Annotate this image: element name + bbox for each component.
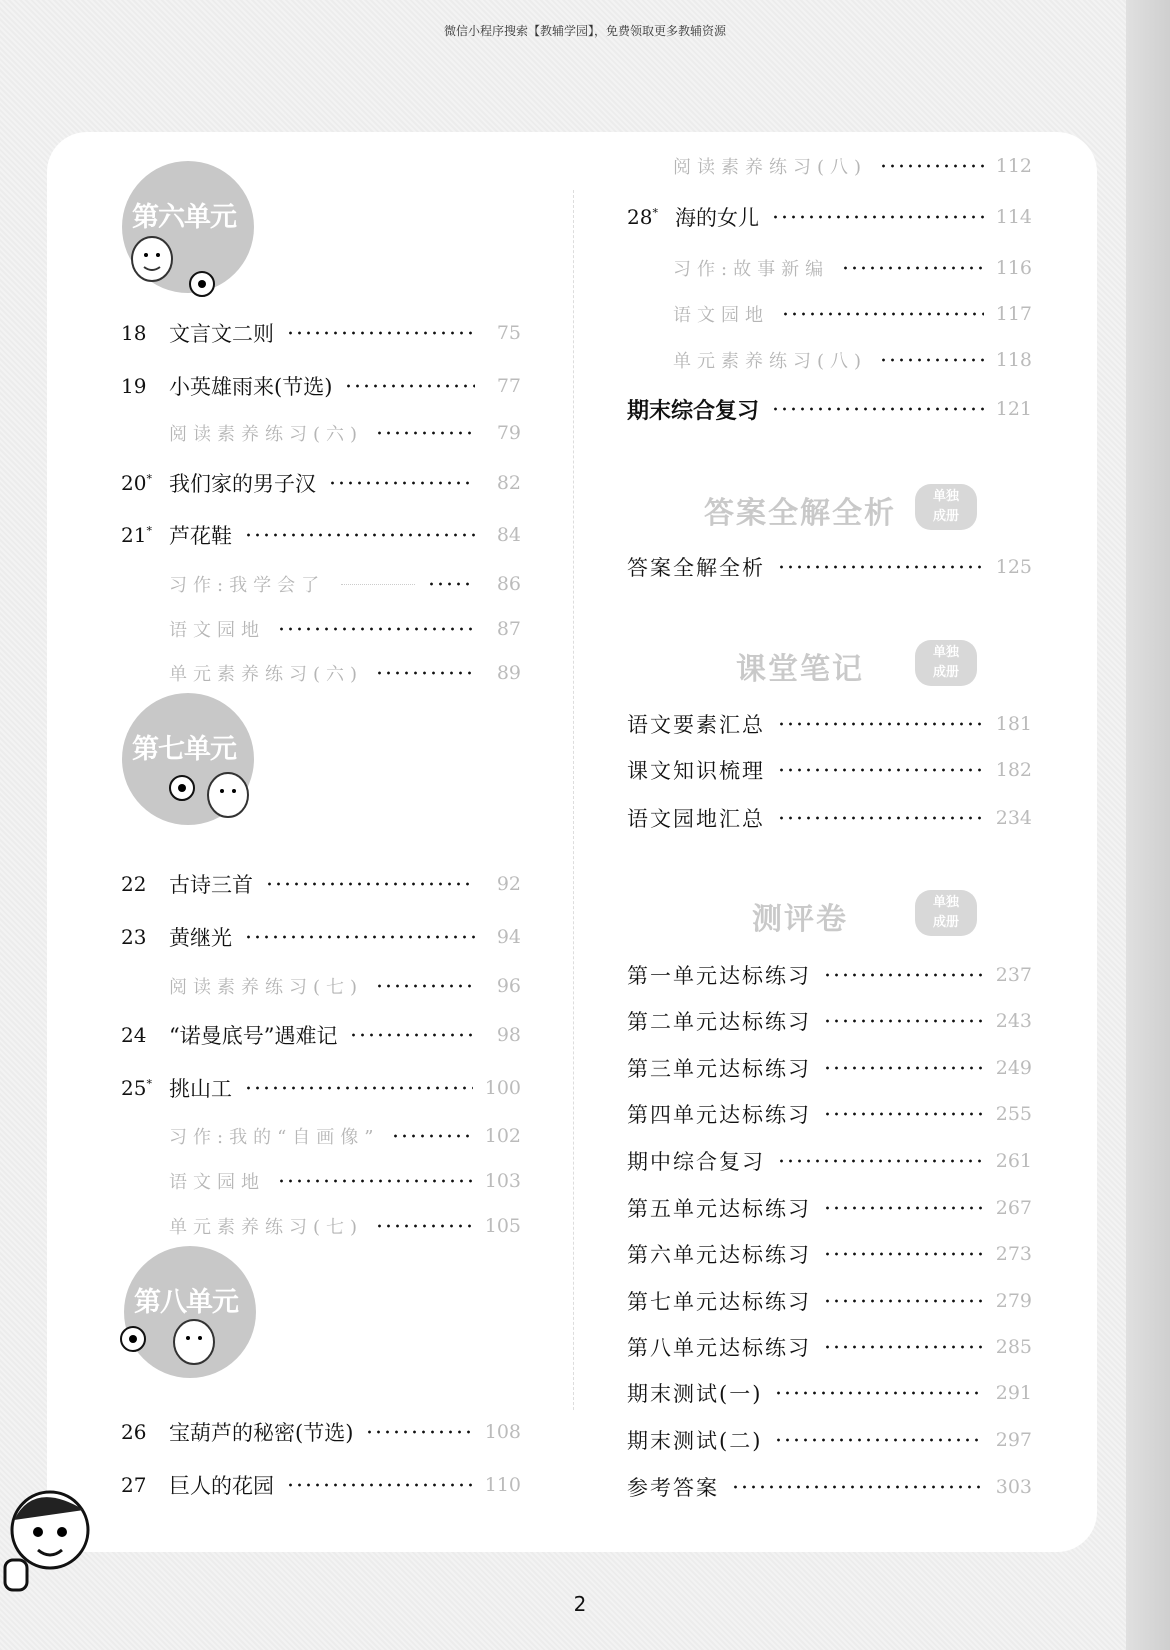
toc-entry[interactable] [121,369,521,403]
dot-leader [427,582,475,586]
toc-entry[interactable] [627,1376,1032,1410]
toc-entry[interactable] [169,969,521,1003]
lesson-number [121,1023,169,1047]
entry-page-number: 87 [496,618,521,640]
toc-entry[interactable] [121,1415,521,1449]
dinosaur-icon [164,1312,224,1382]
dot-leader [244,1086,473,1090]
entry-page-number: 249 [995,1057,1032,1079]
entry-page-number: 121 [995,398,1032,420]
dot-leader [391,1134,472,1138]
dinosaur-icon [198,765,258,835]
dinosaur-icon [122,229,182,299]
toc-entry[interactable] [627,753,1032,787]
entry-page-number: 112 [995,155,1032,177]
badge-line: 成册 [932,915,959,930]
dot-leader [277,1179,473,1183]
entry-page-number: 118 [995,349,1032,371]
lesson-number [121,321,169,345]
section-heading: 答案全解全析 [704,496,896,531]
soccer-ball-icon [167,773,197,803]
entry-page-number: 92 [496,873,521,895]
toc-entry[interactable] [627,1144,1032,1178]
dot-leader [823,1252,984,1256]
dot-leader [777,768,984,772]
lesson-number-text: 18 [121,321,147,345]
toc-entry[interactable] [673,343,1032,377]
entry-title: 第四单元达标练习 [627,1103,811,1127]
dot-leader [375,431,475,435]
dot-leader [286,1483,473,1487]
toc-entry[interactable] [627,1097,1032,1131]
lesson-number-text: 28 [627,205,653,229]
lesson-number [121,872,169,896]
entry-title: 答案全解全析 [627,556,765,580]
entry-page-number: 267 [995,1197,1032,1219]
section-badge [915,484,977,530]
dot-leader [375,671,475,675]
section-notes-heading [640,640,1040,690]
entry-title: 第二单元达标练习 [627,1010,811,1034]
entry-title: 期末测试(二) [627,1429,763,1453]
section-heading: 测评卷 [752,902,848,937]
entry-page-number: 261 [995,1150,1032,1172]
lesson-number [121,374,169,398]
dot-leader [774,1438,983,1442]
entry-title: 第三单元达标练习 [627,1057,811,1081]
lesson-number [121,1420,169,1444]
toc-entry[interactable] [121,920,521,954]
lesson-number-text: 27 [121,1473,147,1497]
entry-title: 宝葫芦的秘密(节选) [169,1421,354,1445]
section-tests-heading [640,890,1040,940]
unit-8-label: 第八单元 [134,1287,238,1318]
badge-line: 成册 [932,509,959,524]
unit-6-label: 第六单元 [132,202,236,233]
toc-entry[interactable] [121,518,521,552]
entry-page-number: 96 [496,975,521,997]
toc-entry[interactable] [627,392,1032,426]
entry-title: “诺曼底号”遇难记 [169,1024,338,1048]
toc-entry[interactable] [169,1209,521,1243]
dot-leader [277,627,475,631]
lesson-number [627,205,675,229]
dot-leader [774,1391,983,1395]
entry-page-number: 243 [995,1010,1032,1032]
entry-page-number: 82 [496,472,521,494]
toc-entry[interactable] [673,297,1032,331]
entry-title: 阅读素养练习(八) [673,157,868,178]
toc-entry[interactable] [627,958,1032,992]
entry-title: 习作:我的“自画像” [169,1127,380,1148]
toc-entry[interactable] [627,1051,1032,1085]
entry-title: 期中综合复习 [627,1150,765,1174]
dot-leader [375,1224,473,1228]
toc-entry[interactable] [121,466,521,500]
entry-title: 芦花鞋 [169,524,232,548]
entry-page-number: 84 [496,524,521,546]
toc-entry[interactable] [121,1018,521,1052]
entry-title: 单元素养练习(七) [169,1217,364,1238]
dot-leader [781,312,984,316]
section-answers-heading [640,484,1040,534]
optional-star: * [652,206,658,220]
entry-page-number: 77 [496,375,521,397]
entry-page-number: 98 [496,1024,521,1046]
entry-title: 语文园地汇总 [627,807,765,831]
toc-entry[interactable] [169,612,521,646]
column-divider [573,190,574,1410]
entry-title: 习作:我学会了 [169,575,326,596]
entry-title: 古诗三首 [169,873,253,897]
entry-page-number: 181 [995,713,1032,735]
lesson-number-text: 22 [121,872,147,896]
entry-title: 语文园地 [169,620,265,641]
dot-leader [771,407,984,411]
section-heading: 课堂笔记 [736,652,864,687]
lesson-number-text: 25 [121,1076,147,1100]
badge-line: 单独 [932,645,959,660]
section-badge [915,640,977,686]
entry-page-number: 273 [995,1243,1032,1265]
dot-leader [344,384,475,388]
dot-leader [286,331,475,335]
dot-leader [823,973,984,977]
top-promo-note: 微信小程序搜索【教辅学园】，免费领取更多教辅资源 [443,24,726,38]
dot-leader [823,1345,984,1349]
entry-title: 文言文二则 [169,322,274,346]
dot-leader [265,882,475,886]
entry-page-number: 125 [995,556,1032,578]
toc-entry[interactable] [169,1164,521,1198]
entry-page-number: 108 [484,1421,521,1443]
entry-title: 语文要素汇总 [627,713,765,737]
toc-entry[interactable] [627,707,1032,741]
badge-line: 成册 [932,665,959,680]
lesson-number [121,925,169,949]
dot-leader [777,1159,984,1163]
toc-entry[interactable] [627,200,1032,234]
entry-page-number: 103 [484,1170,521,1192]
lesson-number [121,523,169,547]
entry-title: 海的女儿 [675,206,759,230]
entry-page-number: 303 [995,1476,1032,1498]
entry-title: 参考答案 [627,1476,719,1500]
entry-title: 习作:故事新编 [673,259,830,280]
entry-page-number: 116 [995,257,1032,279]
entry-title: 单元素养练习(八) [673,351,868,372]
entry-page-number: 237 [995,964,1032,986]
lesson-number-text: 19 [121,374,147,398]
dot-leader [365,1430,472,1434]
lesson-number [121,1473,169,1497]
page-number: 2 [573,1592,587,1616]
toc-entry[interactable] [169,1119,521,1153]
badge-line: 单独 [932,489,959,504]
toc-entry[interactable] [627,1191,1032,1225]
toc-entry[interactable] [627,1284,1032,1318]
entry-page-number: 291 [995,1382,1032,1404]
dot-leader [777,722,984,726]
entry-page-number: 89 [496,662,521,684]
dot-leader [879,358,984,362]
entry-title: 期末测试(一) [627,1382,763,1406]
optional-star: * [146,472,152,486]
entry-title: 阅读素养练习(六) [169,424,364,445]
entry-page-number: 234 [995,807,1032,829]
entry-page-number: 100 [484,1077,521,1099]
toc-entry[interactable] [169,656,521,690]
unit-7-badge [122,693,254,825]
lesson-number-text: 23 [121,925,147,949]
badge-line: 单独 [932,895,959,910]
entry-title: 第八单元达标练习 [627,1336,811,1360]
toc-entry[interactable] [627,801,1032,835]
toc-entry[interactable] [627,1004,1032,1038]
entry-page-number: 297 [995,1429,1032,1451]
unit-8-badge [124,1246,256,1378]
entry-title: 课文知识梳理 [627,759,765,783]
lesson-number [121,471,169,495]
scan-edge [1126,0,1170,1650]
optional-star: * [146,1077,152,1091]
dot-leader [841,266,984,270]
entry-title: 巨人的花园 [169,1474,274,1498]
toc-entry[interactable] [169,416,521,450]
entry-page-number: 255 [995,1103,1032,1125]
dot-leader [777,565,984,569]
dot-leader [244,935,475,939]
lesson-number-text: 24 [121,1023,147,1047]
entry-title: 第一单元达标练习 [627,964,811,988]
unit-6-badge [122,161,254,293]
entry-page-number: 105 [484,1215,521,1237]
entry-page-number: 114 [995,206,1032,228]
entry-page-number: 285 [995,1336,1032,1358]
dot-leader [879,164,984,168]
entry-title: 期末综合复习 [627,398,760,424]
toc-entry[interactable] [627,1423,1032,1457]
dot-leader [823,1112,984,1116]
entry-title: 第六单元达标练习 [627,1243,811,1267]
toc-entry[interactable] [121,867,521,901]
lesson-number-text: 20 [121,471,147,495]
entry-title: 语文园地 [673,305,769,326]
dot-leader [823,1019,984,1023]
entry-page-number: 75 [496,322,521,344]
entry-title: 我们家的男子汉 [169,472,316,496]
toc-entry[interactable] [169,567,521,601]
dot-leader [375,984,475,988]
dot-leader [777,816,984,820]
entry-page-number: 110 [484,1474,521,1496]
entry-page-number: 279 [995,1290,1032,1312]
entry-title: 阅读素养练习(七) [169,977,364,998]
lesson-number-text: 26 [121,1420,147,1444]
entry-page-number: 94 [496,926,521,948]
dot-leader [823,1066,984,1070]
toc-entry[interactable] [121,1071,521,1105]
boy-thumbs-up-icon [0,1480,100,1600]
entry-title: 小英雄雨来(节选) [169,375,333,399]
soccer-ball-icon [187,269,217,299]
fill-in-blank [341,584,415,585]
entry-page-number: 182 [995,759,1032,781]
dot-leader [823,1206,984,1210]
entry-page-number: 117 [995,303,1032,325]
entry-title: 黄继光 [169,926,232,950]
dot-leader [328,481,475,485]
entry-page-number: 79 [496,422,521,444]
dot-leader [771,215,984,219]
optional-star: * [146,524,152,538]
toc-entry[interactable] [627,1330,1032,1364]
entry-title: 第五单元达标练习 [627,1197,811,1221]
dot-leader [349,1033,475,1037]
entry-page-number: 86 [496,573,521,595]
toc-entry[interactable] [121,1468,521,1502]
entry-title: 语文园地 [169,1172,265,1193]
soccer-ball-icon [118,1324,148,1354]
entry-title: 单元素养练习(六) [169,664,364,685]
dot-leader [244,533,475,537]
toc-entry[interactable] [627,1470,1032,1504]
dot-leader [823,1299,984,1303]
unit-7-label: 第七单元 [132,734,236,765]
toc-entry[interactable] [121,316,521,350]
entry-title: 挑山工 [169,1077,232,1101]
lesson-number-text: 21 [121,523,147,547]
toc-entry[interactable] [627,1237,1032,1271]
toc-entry[interactable] [627,550,1032,584]
toc-entry[interactable] [673,149,1032,183]
section-badge [915,890,977,936]
dot-leader [731,1485,984,1489]
entry-page-number: 102 [484,1125,521,1147]
entry-title: 第七单元达标练习 [627,1290,811,1314]
toc-entry[interactable] [673,251,1032,285]
lesson-number [121,1076,169,1100]
